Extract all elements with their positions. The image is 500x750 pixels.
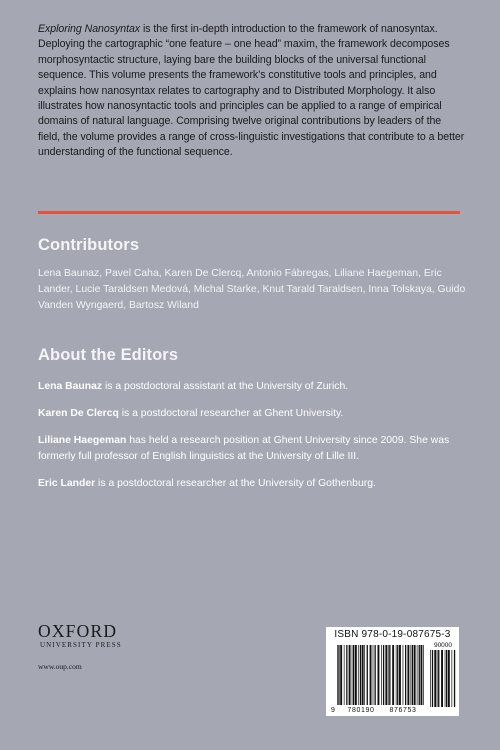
barcode-bar [337, 645, 338, 705]
barcode-bar [445, 650, 446, 707]
barcode-bar [446, 650, 447, 707]
barcode-bar [432, 650, 433, 707]
barcode-bar [403, 645, 404, 705]
blurb-paragraph [38, 22, 466, 161]
barcode-bar [399, 645, 401, 705]
barcode-bar [452, 650, 453, 707]
barcode-bar [353, 645, 354, 705]
contributors-list: Lena Baunaz, Pavel Caha, Karen De Clercq, Antonio Fábregas, Liliane Haegeman, Eric Lander, Lucie Taraldsen Medová, Michal Starke, Knut Tarald Taraldsen, Inna Tolskaya, Guido Vanden Wyngaerd, Bartosz Wiland [38, 268, 466, 311]
barcode-bar [454, 650, 455, 707]
editor-bio [38, 433, 468, 464]
barcode-bar [385, 645, 387, 705]
barcode-bar [397, 645, 398, 705]
barcode-bar [352, 645, 353, 705]
barcode-digit-lead: 9 [331, 707, 335, 714]
editor-text: is a postdoctoral researcher at the University of Gothenburg. [95, 478, 376, 489]
accent-divider [38, 211, 460, 214]
barcode-bar [441, 650, 443, 707]
barcode-bar [405, 645, 406, 705]
blurb-text: is the first in-depth introduction to the framework of nanosyntax. Deploying the cartographic “one feature – one head” maxim, the framework decomposes morphosyntactic structure, laying bare the building blocks of the universal functional sequence. This volume presents the framework’s constitutive tools and principles, and explains how nanosyntax relates to cartography and to Distributed Morphology. It also illustrates how nanosyntactic tools and principles can be applied to a range of empirical domains of natural language. Comprising twelve original contributions by leaders of the field, the volume provides a range of cross-linguistic investigations that contribute to a better understanding of the functional sequence. [38, 23, 465, 159]
isbn-label: ISBN 978-0-19-087675-3 [334, 629, 451, 640]
barcode-bar [430, 650, 431, 707]
barcode-bar [338, 645, 339, 705]
barcode-bar [412, 645, 413, 705]
barcode-bar [407, 645, 409, 705]
barcode-bar [358, 645, 359, 705]
editor-name: Eric Lander [38, 478, 96, 489]
barcode-bar [362, 645, 364, 705]
barcode-bar [423, 645, 424, 705]
editor-name: Lena Baunaz [38, 381, 103, 392]
barcode-bar [360, 645, 361, 705]
barcode-bar [389, 645, 390, 705]
editor-name: Liliane Haegeman [38, 435, 127, 446]
barcode-bar [370, 645, 372, 705]
price-addon-bars [430, 650, 455, 707]
barcode-digits-right: 876753 [389, 707, 417, 714]
editor-text: has held a research position at Ghent University since 2009. She was formerly full professor of English linguistics at the University of Lille III. [38, 435, 450, 462]
publisher-url: www.oup.com [38, 662, 82, 671]
barcode-bar [378, 645, 380, 705]
barcode-bar [344, 645, 345, 705]
barcode-bar [346, 645, 347, 705]
barcode-bar [396, 645, 397, 705]
barcode-bar [373, 645, 374, 705]
barcode-bar [434, 650, 436, 707]
barcode-bar [381, 645, 382, 705]
editors-heading: About the Editors [38, 346, 179, 364]
price-code: 90000 [433, 642, 453, 649]
barcode-graphic [326, 627, 459, 716]
book-title-italic: Exploring Nanosyntax [38, 23, 141, 35]
editor-text: is a postdoctoral assistant at the University of Zurich. [102, 381, 349, 392]
editor-bio [38, 379, 468, 395]
barcode-bar [349, 645, 351, 705]
editor-name: Karen De Clercq [38, 408, 119, 419]
publisher-subtitle: UNIVERSITY PRESS [40, 641, 122, 649]
barcode-bar [419, 645, 420, 705]
editor-bio [38, 476, 468, 492]
barcode-bar [340, 645, 342, 705]
barcode-bar [367, 645, 368, 705]
barcode-bar [383, 645, 384, 705]
barcode-bar [411, 645, 412, 705]
barcode-bar [437, 650, 438, 707]
barcode-bar [438, 650, 439, 707]
contributors-heading: Contributors [38, 236, 140, 254]
barcode-bar [355, 645, 357, 705]
barcode-bar [375, 645, 376, 705]
editor-text: is a postdoctoral researcher at Ghent University. [118, 408, 344, 419]
publisher-name: OXFORD [38, 621, 118, 641]
barcode-bar [414, 645, 416, 705]
editor-bio [38, 406, 468, 422]
barcode-panel [326, 627, 459, 716]
ean-barcode-bars [337, 645, 424, 705]
barcode-bar [448, 650, 450, 707]
barcode-bar [417, 645, 418, 705]
barcode-bar [388, 645, 389, 705]
barcode-bar [421, 645, 423, 705]
barcode-bar [392, 645, 394, 705]
barcode-digits-left: 780190 [347, 707, 375, 714]
publisher-logo [38, 622, 122, 649]
barcode-bar [364, 645, 365, 705]
